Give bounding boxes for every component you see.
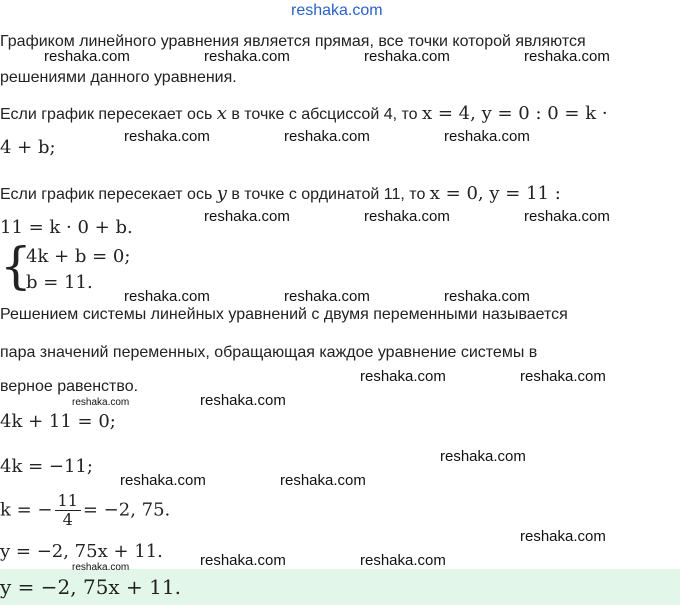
paragraph-1-line-2: решениями данного уравнения. (0, 69, 237, 86)
watermark-small: reshaka.com (72, 562, 130, 573)
watermark: reshaka.com (284, 288, 370, 305)
step-3 (0, 492, 170, 529)
system-equation-2: b = 11. (26, 272, 93, 293)
watermark: reshaka.com (200, 552, 286, 569)
watermark: reshaka.com (124, 288, 210, 305)
watermark: reshaka.com (524, 208, 610, 225)
p2-pre: Если график пересекает ось (0, 106, 217, 123)
system-brace: { (0, 237, 32, 295)
p3-mid: в точке с ординатой 11, то (226, 186, 430, 203)
step-3-pre: k = − (0, 499, 53, 521)
equation-11: 11 = k · 0 + b. (0, 217, 133, 238)
watermark: reshaka.com (44, 48, 130, 65)
step-4: y = −2, 75x + 11. (0, 541, 163, 562)
step-3-post: = −2, 75. (82, 499, 171, 521)
system-equation-1: 4k + b = 0; (26, 246, 131, 267)
fraction-numerator: 11 (57, 491, 78, 510)
watermark: reshaka.com (204, 208, 290, 225)
watermark-top: reshaka.com (291, 2, 383, 19)
paragraph-4-line-3: верное равенство. (0, 378, 139, 395)
watermark: reshaka.com (364, 48, 450, 65)
watermark: reshaka.com (444, 128, 530, 145)
watermark: reshaka.com (120, 472, 206, 489)
condition-2: x = 0, y = 11 : (429, 183, 561, 204)
fraction-11-4 (55, 492, 81, 529)
watermark-small: reshaka.com (72, 397, 130, 408)
condition-1: x = 4, y = 0 : 0 = k · (422, 103, 608, 124)
paragraph-1-line-1: Графиком линейного уравнения является прямая, все точки которой являются (0, 33, 586, 50)
var-y: y (216, 183, 227, 204)
condition-1-continued: 4 + b; (0, 137, 56, 158)
watermark: reshaka.com (364, 208, 450, 225)
p2-mid: в точке с абсциссой 4, то (226, 106, 422, 123)
paragraph-4-line-1: Решением системы линейных уравнений с двумя переменными называется (0, 306, 568, 323)
watermark: reshaka.com (440, 448, 526, 465)
p3-pre: Если график пересекает ось (0, 186, 217, 203)
watermark: reshaka.com (520, 368, 606, 385)
watermark: reshaka.com (284, 128, 370, 145)
step-1: 4k + 11 = 0; (0, 411, 116, 432)
watermark: reshaka.com (360, 552, 446, 569)
var-x: x (216, 103, 227, 124)
watermark: reshaka.com (444, 288, 530, 305)
final-answer: y = −2, 75x + 11. (0, 575, 181, 599)
watermark: reshaka.com (204, 48, 290, 65)
paragraph-4-line-2: пара значений переменных, обращающая каждое уравнение системы в (0, 344, 538, 361)
paragraph-3-line-1 (0, 183, 561, 205)
watermark: reshaka.com (524, 48, 610, 65)
watermark: reshaka.com (124, 128, 210, 145)
watermark: reshaka.com (360, 368, 446, 385)
fraction-denominator: 4 (55, 510, 81, 529)
watermark: reshaka.com (200, 392, 286, 409)
step-2: 4k = −11; (0, 456, 93, 477)
watermark: reshaka.com (280, 472, 366, 489)
paragraph-2-line-1 (0, 103, 608, 125)
watermark: reshaka.com (520, 528, 606, 545)
